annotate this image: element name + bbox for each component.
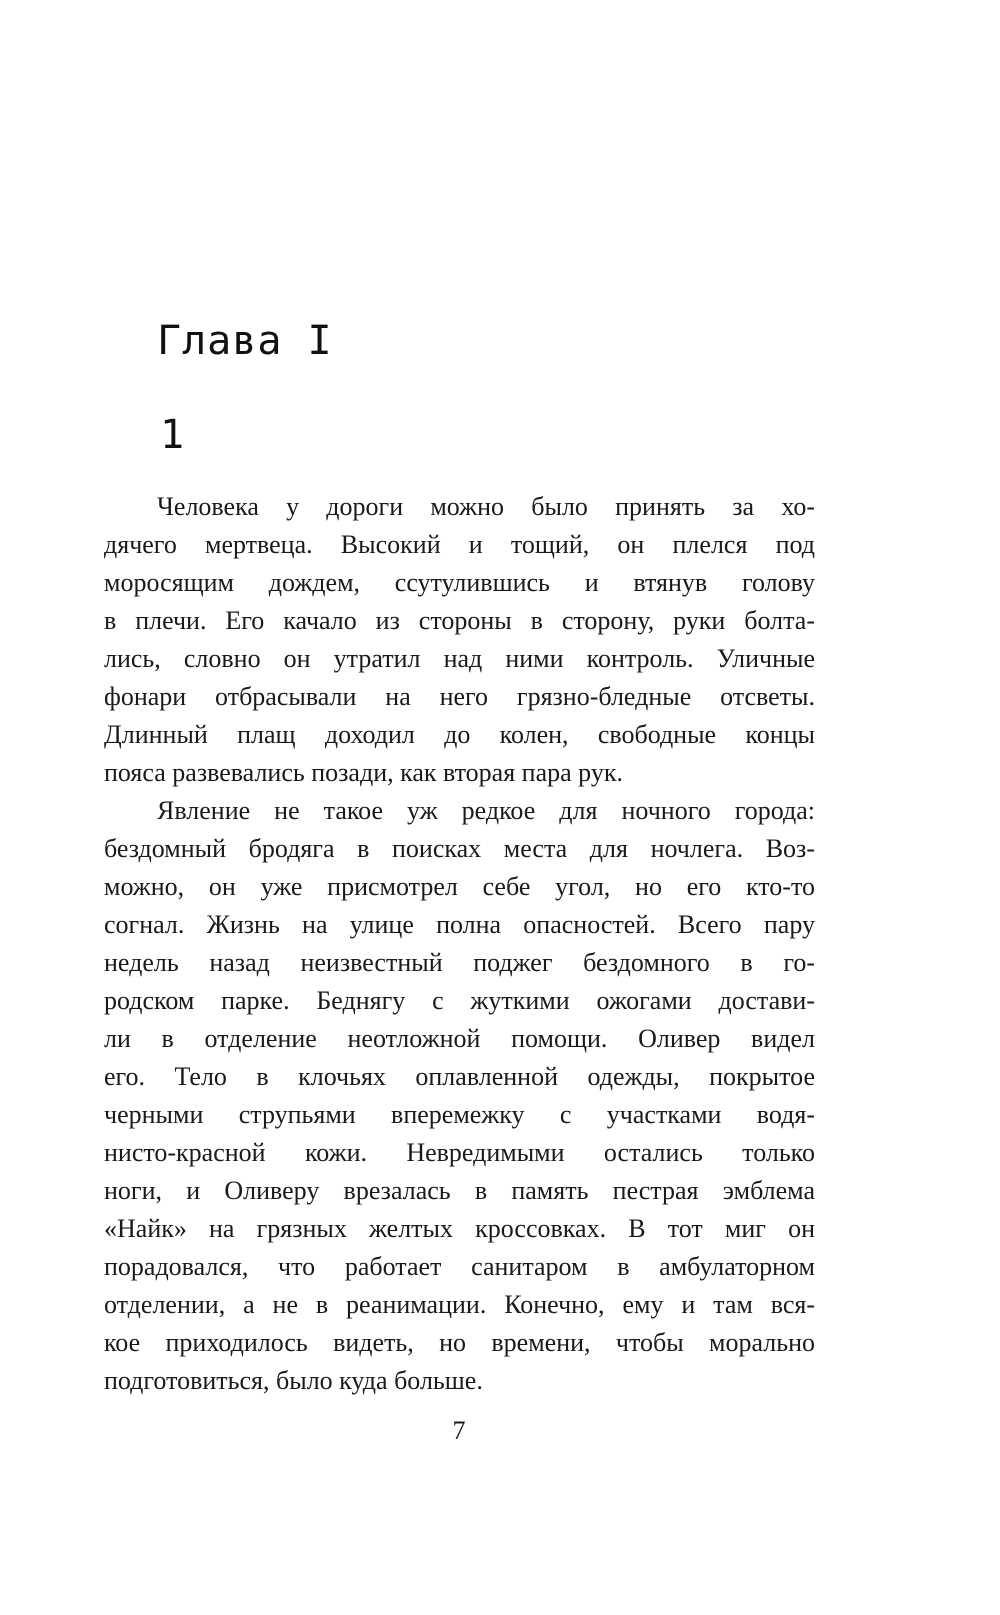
paragraph	[104, 792, 815, 1400]
text-line: недель назад неизвестный поджег бездомного в го-	[104, 948, 815, 977]
text-line: Явление не такое уж редкое для ночного города:	[157, 796, 815, 825]
text-line: порадовался, что работает санитаром в амбулаторном	[104, 1252, 815, 1281]
text-line: кое приходилось видеть, но времени, чтобы морально	[104, 1328, 815, 1357]
text-line: Длинный плащ доходил до колен, свободные концы	[104, 720, 815, 749]
text-line: моросящим дождем, ссутулившись и втянув голову	[104, 568, 815, 597]
text-line: родском парке. Беднягу с жуткими ожогами достави-	[104, 986, 815, 1015]
body-text	[104, 488, 815, 1400]
text-line: его. Тело в клочьях оплавленной одежды, покрытое	[104, 1062, 815, 1091]
text-line: пояса развевались позади, как вторая пара рук.	[104, 758, 623, 787]
text-line: можно, он уже присмотрел себе угол, но его кто-то	[104, 872, 815, 901]
text-line: «Найк» на грязных желтых кроссовках. В тот миг он	[104, 1214, 815, 1243]
text-line: лись, словно он утратил над ними контроль. Уличные	[104, 644, 815, 673]
text-line: отделении, а не в реанимации. Конечно, ему и там вся-	[104, 1290, 815, 1319]
text-line: подготовиться, было куда больше.	[104, 1366, 483, 1395]
text-line: дячего мертвеца. Высокий и тощий, он плелся под	[104, 530, 815, 559]
text-line: ноги, и Оливеру врезалась в память пестрая эмблема	[104, 1176, 815, 1205]
text-line: согнал. Жизнь на улице полна опасностей. Всего пару	[104, 910, 815, 939]
section-number: 1	[160, 412, 185, 458]
text-line: в плечи. Его качало из стороны в сторону, руки болта-	[104, 606, 815, 635]
page-number: 7	[452, 1416, 466, 1445]
text-line: нисто-красной кожи. Невредимыми остались только	[104, 1138, 815, 1167]
text-line: ли в отделение неотложной помощи. Оливер видел	[104, 1024, 815, 1053]
text-line: черными струпьями вперемежку с участками водя-	[104, 1100, 815, 1129]
text-line: бездомный бродяга в поисках места для ночлега. Воз-	[104, 834, 815, 863]
paragraph	[104, 488, 815, 792]
text-line: фонари отбрасывали на него грязно-бледные отсветы.	[104, 682, 815, 711]
text-line: Человека у дороги можно было принять за хо-	[157, 492, 815, 521]
chapter-title: Глава I	[157, 318, 333, 364]
